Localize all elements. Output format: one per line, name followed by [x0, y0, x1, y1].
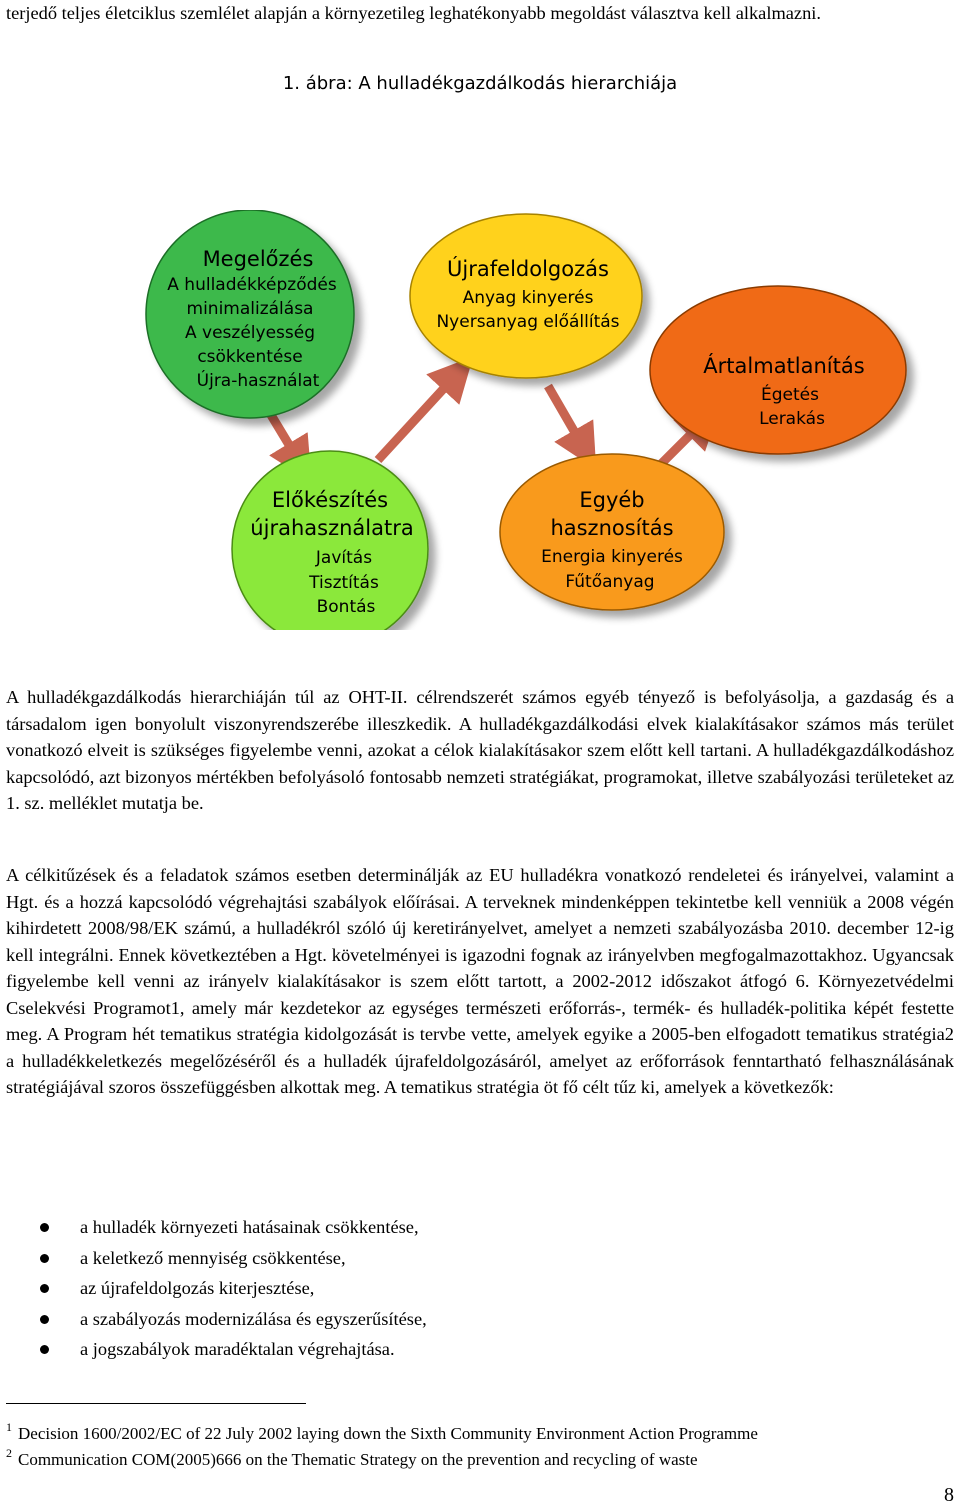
list-item-text: az újrafeldolgozás kiterjesztése,: [80, 1278, 315, 1298]
node-prevention-line: A veszélyesség: [185, 323, 315, 343]
footnote: [6, 1442, 698, 1471]
body-paragraph: A célkitűzések és a feladatok számos esetben determinálják az EU hulladékra vonatkozó rendeletei és irányelvei, valamint a Hgt. és a hozzá kapcsolódó végrehajtási szabályok előírásai. A terveknek mindenképpen tekintetbe kell venniük a 2008 végén kihirdetett 2008/98/EK számú, a hulladékról szóló új keretirányelvet, amelyet a nemzeti szabályozásba 2010. december 12-ig kell integrálni. Ennek következtében a Hgt. követelményei is igazodni fognak az irányelvben megfogalmazottakhoz. Ugyancsak figyelembe kell venni az irányelv kialakításakor is szem előtt tartott, a 2002-2012 időszakot átfogó 6. Környezetvédelmi Cselekvési Programot1, amely már kezdetekor az egységes természeti erőforrás-, termék- és hulladék-politika képét festette meg. A Program hét tematikus stratégia kidolgozását is tervbe vette, amelyek egyike a 2005-ben elfogadott tematikus stratégia2 a hulladékkeletkezés megelőzéséről és a hulladék újrafeldolgozásáról, amelyet az erőforrások fenntartható felhasználásának stratégiájával szoros összefüggésben alkottak meg. A tematikus stratégia öt fő célt tűz ki, amelyek a következők:: [6, 865, 954, 1097]
list-item-text: a szabályozás modernizálása és egyszerűsítése,: [80, 1308, 427, 1329]
body-paragraph: A hulladékgazdálkodás hierarchiáján túl az OHT-II. célrendszerét számos egyéb tényező is befolyásolja, a gazdaság és a társadalom igen bonyolult viszonyrendszerébe illeszkedik. A hulladékgazdálkodási elvek kialakításakor számos más terület vonatkozó elveit is szükséges figyelembe venni, azokat a célok kialakításakor szem előtt kell tartani. A hulladékgazdálkodáshoz kapcsolódó, azt bizonyos mértékben befolyásoló fontosabb nemzeti stratégiákat, programokat, illetve szabályozási területeket az 1. sz. melléklet mutatja be.: [6, 687, 954, 813]
node-prevention-title: Megelőzés: [202, 247, 314, 271]
list-item-text: a jogszabályok maradéktalan végrehajtása.: [80, 1339, 395, 1359]
node-disposal-line: Lerakás: [759, 409, 825, 429]
node-reuse-preparation-title: újrahasználatra: [250, 516, 414, 540]
node-reuse-preparation-line: Bontás: [316, 597, 376, 617]
list-item: [0, 1273, 427, 1304]
footnote-number: 2: [6, 1446, 12, 1460]
node-prevention-line: minimalizálása: [186, 299, 314, 319]
node-recycling-line: Nyersanyag előállítás: [436, 312, 620, 332]
footnote-number: 1: [6, 1420, 12, 1434]
bullet-icon: [40, 1254, 49, 1263]
bullet-icon: [40, 1345, 49, 1354]
node-recycling-line: Anyag kinyerés: [462, 288, 594, 308]
node-prevention-line: csökkentése: [197, 347, 303, 367]
arrow-recycling-to-other: [548, 386, 585, 450]
intro-paragraph: terjedő teljes életciklus szemlélet alapján a környezetileg leghatékonyabb megoldást választva kell alkalmazni.: [6, 3, 821, 23]
footnote-text: Communication COM(2005)666 on the Thematic Strategy on the prevention and recycling of waste: [18, 1450, 698, 1469]
list-item: [0, 1334, 427, 1365]
footnote: [6, 1416, 758, 1445]
node-other-recovery-title: hasznosítás: [550, 516, 674, 540]
node-disposal-line: Égetés: [761, 385, 819, 405]
bullet-icon: [40, 1315, 49, 1324]
node-disposal-title: Ártalmatlanítás: [703, 354, 865, 378]
footnote-divider: [6, 1403, 306, 1404]
arrow-reuse-to-recycling: [378, 373, 458, 460]
list-item: [0, 1304, 427, 1335]
goals-list: [0, 1212, 427, 1365]
node-other-recovery-line: Energia kinyerés: [541, 547, 683, 567]
bullet-icon: [40, 1284, 49, 1293]
list-item-text: a keletkező mennyiség csökkentése,: [80, 1247, 346, 1268]
node-prevention-line: Újra-használat: [196, 371, 320, 391]
list-item: [0, 1212, 427, 1243]
waste-hierarchy-diagram: [0, 210, 960, 630]
node-prevention-line: A hulladékképződés: [167, 275, 337, 295]
node-reuse-preparation-title: Előkészítés: [271, 488, 389, 512]
page-number: 8: [944, 1484, 954, 1506]
figure-caption: 1. ábra: A hulladékgazdálkodás hierarchiája: [282, 73, 678, 94]
bullet-icon: [40, 1223, 49, 1232]
node-other-recovery-line: Fűtőanyag: [565, 572, 655, 592]
list-item: [0, 1243, 427, 1274]
list-item-text: a hulladék környezeti hatásainak csökkentése,: [80, 1217, 419, 1237]
node-recycling-title: Újrafeldolgozás: [447, 257, 609, 281]
node-reuse-preparation-line: Javítás: [315, 548, 373, 568]
node-reuse-preparation-line: Tisztítás: [309, 573, 379, 593]
footnote-text: Decision 1600/2002/EC of 22 July 2002 laying down the Sixth Community Environment Action Programme: [18, 1424, 758, 1443]
node-other-recovery-title: Egyéb: [579, 488, 645, 512]
